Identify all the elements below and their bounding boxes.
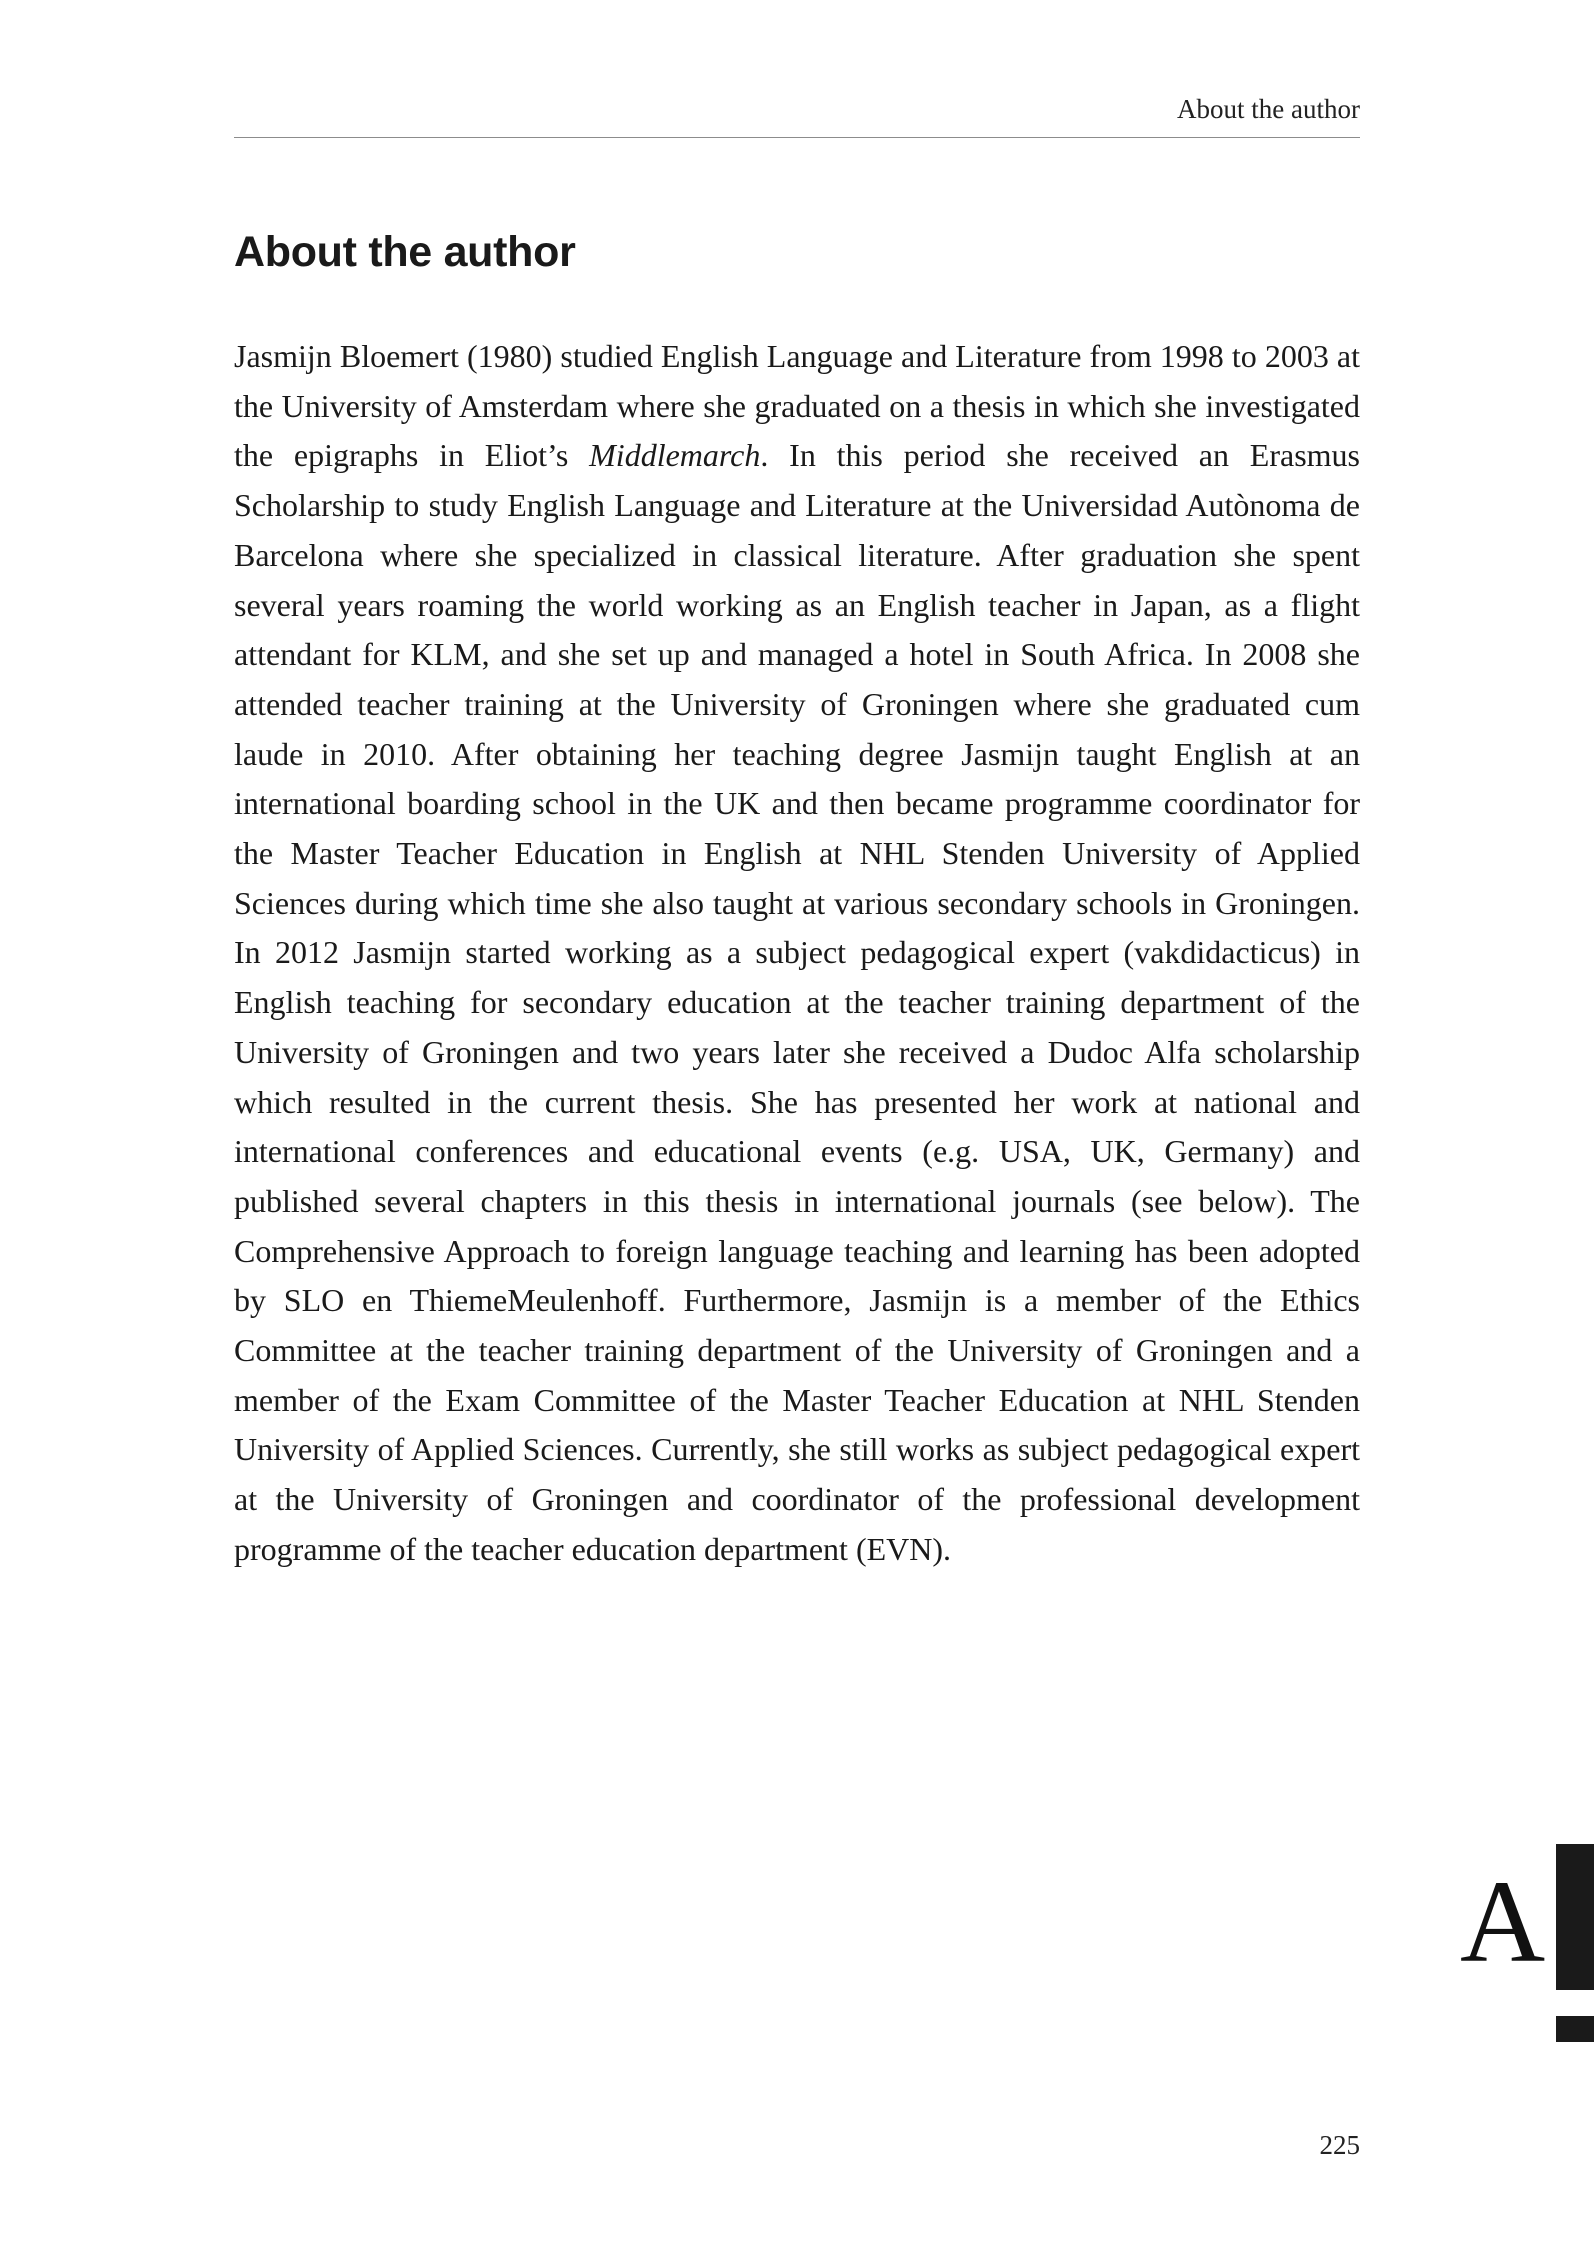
biography-text-part-1: Jasmijn Bloemert (1980) studied English Language and Literature from 1998 to 2003 at the University of Amsterdam where she graduated on a thesis in which she investigated the epigraphs in Eliot’s (234, 338, 1360, 474)
thumb-index-tab (1556, 1844, 1594, 1990)
page-title: About the author (234, 228, 576, 276)
biography-italic-title: Middlemarch (589, 437, 761, 474)
header-divider (234, 137, 1360, 138)
author-biography (234, 332, 1360, 1575)
thumb-index-marker (1556, 2016, 1594, 2042)
running-header: About the author (1177, 94, 1360, 124)
page-number: 225 (1319, 2130, 1360, 2160)
thumb-index-letter: A (1460, 1856, 1546, 1987)
biography-text-part-2: . In this period she received an Erasmus Scholarship to study English Language and Literature at the Universidad Autònoma de Barcelona where she specialized in classical literature. After graduation she spent several years roaming the world working as an English teacher in Japan, as a flight attendant for KLM, and she set up and managed a hotel in South Africa. In 2008 she attended teacher training at the University of Groningen where she graduated cum laude in 2010. After obtaining her teaching degree Jasmijn taught English at an international boarding school in the UK and then became programme coordinator for the Master Teacher Education in English at NHL Stenden University of Applied Sciences during which time she also taught at various secondary schools in Groningen. In 2012 Jasmijn started working as a subject pedagogical expert (vakdidacticus) in English teaching for secondary education at the teacher training department of the University of Groningen and two years later she received a Dudoc Alfa scholarship which resulted in the current thesis. She has presented her work at national and international conferences and educational events (e.g. USA, UK, Germany) and published several chapters in this thesis in international journals (see below). The Comprehensive Approach to foreign language teaching and learning has been adopted by SLO en ThiemeMeulenhoff. Furthermore, Jasmijn is a member of the Ethics Committee at the teacher training department of the University of Groningen and a member of the Exam Committee of the Master Teacher Education at NHL Stenden University of Applied Sciences. Currently, she still works as subject pedagogical expert at the University of Groningen and coordinator of the professional development programme of the teacher education department (EVN). (234, 437, 1360, 1567)
